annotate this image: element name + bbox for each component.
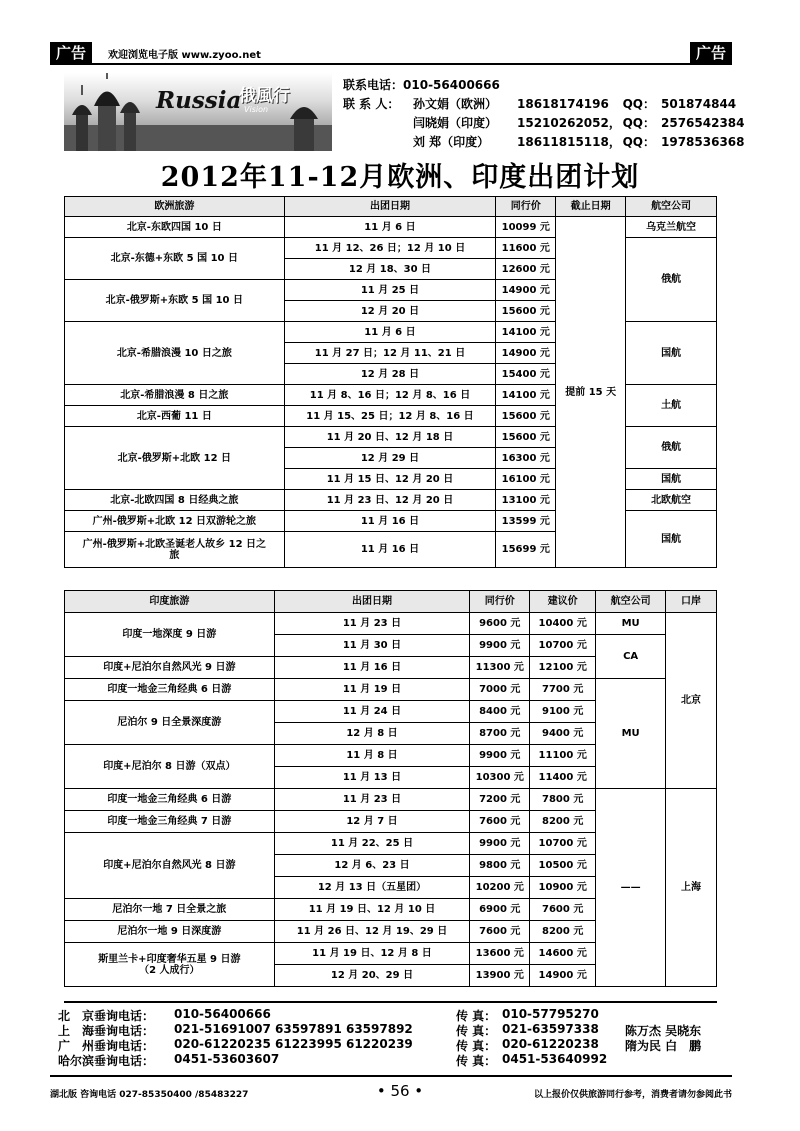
table-header-row bbox=[65, 197, 717, 217]
airline-cell: 乌克兰航空 bbox=[626, 217, 717, 238]
page-number: • 56 • bbox=[376, 1082, 424, 1100]
russia-vision-logo bbox=[64, 73, 332, 151]
suggest-price-cell: 10700 元 bbox=[530, 833, 596, 855]
europe-table bbox=[64, 196, 717, 568]
route-cell: 北京-希腊浪漫 10 日之旅 bbox=[65, 322, 285, 385]
col-header: 航空公司 bbox=[596, 591, 666, 613]
fax-label: 传 真： bbox=[456, 1054, 497, 1068]
suggest-price-cell: 10900 元 bbox=[530, 877, 596, 899]
table-row bbox=[65, 679, 717, 701]
price-cell: 6900 元 bbox=[470, 899, 530, 921]
price-cell: 13100 元 bbox=[496, 490, 556, 511]
route-cell: 北京-俄罗斯+北欧 12 日 bbox=[65, 427, 285, 490]
date-cell: 11 月 27 日；12 月 11、21 日 bbox=[284, 343, 496, 364]
table-row bbox=[65, 613, 717, 635]
date-cell: 11 月 16 日 bbox=[284, 532, 496, 568]
price-cell: 15400 元 bbox=[496, 364, 556, 385]
fax-label: 传 真： bbox=[456, 1024, 497, 1038]
date-cell: 12 月 29 日 bbox=[284, 448, 496, 469]
qq-label: QQ： bbox=[622, 135, 655, 149]
fax-label: 传 真： bbox=[456, 1039, 497, 1053]
logo-sub: Vision bbox=[244, 105, 269, 114]
office-phones[interactable]: 0451-53603607 bbox=[174, 1052, 280, 1066]
price-cell: 16100 元 bbox=[496, 469, 556, 490]
footer-right: 以上报价仅供旅游同行参考，消费者请勿参阅此书 bbox=[533, 1090, 732, 1100]
price-cell: 13599 元 bbox=[496, 511, 556, 532]
date-cell: 11 月 6 日 bbox=[284, 217, 496, 238]
contact-name: 孙文娟（欧洲） bbox=[413, 97, 498, 111]
office-phones[interactable]: 010-56400666 bbox=[174, 1007, 271, 1021]
price-cell: 9800 元 bbox=[470, 855, 530, 877]
date-cell: 12 月 18、30 日 bbox=[284, 259, 496, 280]
suggest-price-cell: 8200 元 bbox=[530, 921, 596, 943]
price-cell: 10099 元 bbox=[496, 217, 556, 238]
col-header: 印度旅游 bbox=[65, 591, 275, 613]
col-header: 同行价 bbox=[496, 197, 556, 217]
suggest-price-cell: 14600 元 bbox=[530, 943, 596, 965]
person-label: 联 系 人： bbox=[343, 97, 400, 111]
airline-cell: 土航 bbox=[626, 385, 717, 427]
contact-mobile[interactable]: 15210262052， bbox=[517, 116, 621, 130]
office-phones[interactable]: 021-51691007 63597891 63597892 bbox=[174, 1022, 413, 1036]
price-cell: 7600 元 bbox=[470, 811, 530, 833]
route-cell: 尼泊尔 9 日全景深度游 bbox=[65, 701, 275, 745]
price-cell: 15600 元 bbox=[496, 427, 556, 448]
contact-qq[interactable]: 2576542384 bbox=[661, 116, 745, 130]
office-contacts-names: 隋为民 白 鹏 bbox=[625, 1039, 702, 1053]
col-header: 航空公司 bbox=[626, 197, 717, 217]
office-phones[interactable]: 020-61220235 61223995 61220239 bbox=[174, 1037, 413, 1051]
route-cell: 北京-东德+东欧 5 国 10 日 bbox=[65, 238, 285, 280]
date-cell: 12 月 28 日 bbox=[284, 364, 496, 385]
fax-label: 传 真： bbox=[456, 1009, 497, 1023]
contact-block bbox=[343, 76, 745, 152]
office-fax[interactable]: 020-61220238 bbox=[502, 1037, 599, 1051]
site-text[interactable]: 欢迎浏览电子版 www.zyoo.net bbox=[108, 50, 261, 61]
date-cell: 11 月 20 日、12 月 18 日 bbox=[284, 427, 496, 448]
date-cell: 12 月 13 日（五星团） bbox=[274, 877, 470, 899]
price-cell: 15699 元 bbox=[496, 532, 556, 568]
col-header: 同行价 bbox=[470, 591, 530, 613]
col-header: 出团日期 bbox=[274, 591, 470, 613]
airline-cell: 俄航 bbox=[626, 427, 717, 469]
date-cell: 11 月 30 日 bbox=[274, 635, 470, 657]
route-cell: 斯里兰卡+印度奢华五星 9 日游（2 人成行） bbox=[65, 943, 275, 987]
airline-cell: 北欧航空 bbox=[626, 490, 717, 511]
office-city: 上 海垂询电话： bbox=[58, 1024, 155, 1038]
office-city: 哈尔滨垂询电话： bbox=[58, 1054, 155, 1068]
date-cell: 12 月 20、29 日 bbox=[274, 965, 470, 987]
table-row bbox=[65, 789, 717, 811]
price-cell: 16300 元 bbox=[496, 448, 556, 469]
phone-label: 联系电话： bbox=[343, 78, 404, 92]
route-cell: 北京-俄罗斯+东欧 5 国 10 日 bbox=[65, 280, 285, 322]
suggest-price-cell: 7800 元 bbox=[530, 789, 596, 811]
date-cell: 11 月 23 日 bbox=[274, 789, 470, 811]
suggest-price-cell: 10500 元 bbox=[530, 855, 596, 877]
price-cell: 10300 元 bbox=[470, 767, 530, 789]
date-cell: 12 月 8 日 bbox=[274, 723, 470, 745]
suggest-price-cell: 11400 元 bbox=[530, 767, 596, 789]
footer-left: 湖北版 咨询电话 027-85350400 /85483227 bbox=[50, 1090, 249, 1100]
price-cell: 14900 元 bbox=[496, 280, 556, 301]
route-cell: 印度+尼泊尔自然风光 9 日游 bbox=[65, 657, 275, 679]
date-cell: 11 月 22、25 日 bbox=[274, 833, 470, 855]
price-cell: 13900 元 bbox=[470, 965, 530, 987]
ad-tag-left: 广告 bbox=[50, 42, 92, 64]
office-fax[interactable]: 0451-53640992 bbox=[502, 1052, 608, 1066]
contact-mobile[interactable]: 18618174196 bbox=[517, 97, 609, 111]
route-cell: 广州-俄罗斯+北欧 12 日双游轮之旅 bbox=[65, 511, 285, 532]
date-cell: 11 月 19 日 bbox=[274, 679, 470, 701]
price-cell: 11600 元 bbox=[496, 238, 556, 259]
price-cell: 14900 元 bbox=[496, 343, 556, 364]
airline-cell: CA bbox=[596, 635, 666, 679]
col-header: 建议价 bbox=[530, 591, 596, 613]
date-cell: 11 月 26 日、12 月 19、29 日 bbox=[274, 921, 470, 943]
office-contacts bbox=[58, 1001, 717, 1068]
contact-name: 闫晓娟（印度） bbox=[413, 116, 498, 130]
date-cell: 11 月 23 日、12 月 20 日 bbox=[284, 490, 496, 511]
suggest-price-cell: 14900 元 bbox=[530, 965, 596, 987]
suggest-price-cell: 7700 元 bbox=[530, 679, 596, 701]
suggest-price-cell: 9100 元 bbox=[530, 701, 596, 723]
date-cell: 11 月 8、16 日；12 月 8、16 日 bbox=[284, 385, 496, 406]
price-cell: 8700 元 bbox=[470, 723, 530, 745]
office-fax[interactable]: 021-63597338 bbox=[502, 1022, 599, 1036]
route-cell: 北京-东欧四国 10 日 bbox=[65, 217, 285, 238]
price-cell: 14100 元 bbox=[496, 322, 556, 343]
date-cell: 12 月 6、23 日 bbox=[274, 855, 470, 877]
suggest-price-cell: 8200 元 bbox=[530, 811, 596, 833]
price-cell: 14100 元 bbox=[496, 385, 556, 406]
office-city: 广 州垂询电话： bbox=[58, 1039, 155, 1053]
contact-qq[interactable]: 1978536368 bbox=[661, 135, 745, 149]
qq-label: QQ： bbox=[622, 97, 655, 111]
route-cell: 印度一地金三角经典 7 日游 bbox=[65, 811, 275, 833]
route-cell: 北京-希腊浪漫 8 日之旅 bbox=[65, 385, 285, 406]
route-cell: 印度一地深度 9 日游 bbox=[65, 613, 275, 657]
port-cell: 上海 bbox=[666, 789, 717, 987]
airline-cell: MU bbox=[596, 679, 666, 789]
price-cell: 9600 元 bbox=[470, 613, 530, 635]
date-cell: 11 月 19 日、12 月 10 日 bbox=[274, 899, 470, 921]
date-cell: 11 月 15、25 日；12 月 8、16 日 bbox=[284, 406, 496, 427]
price-cell: 7600 元 bbox=[470, 921, 530, 943]
price-cell: 8400 元 bbox=[470, 701, 530, 723]
phone[interactable]: 010-56400666 bbox=[403, 78, 500, 92]
date-cell: 11 月 23 日 bbox=[274, 613, 470, 635]
date-cell: 12 月 20 日 bbox=[284, 301, 496, 322]
contact-mobile[interactable]: 18611815118， bbox=[517, 135, 621, 149]
col-header: 口岸 bbox=[666, 591, 717, 613]
price-cell: 10200 元 bbox=[470, 877, 530, 899]
airline-cell: MU bbox=[596, 613, 666, 635]
date-cell: 11 月 13 日 bbox=[274, 767, 470, 789]
qq-label: QQ： bbox=[622, 116, 655, 130]
route-cell: 尼泊尔一地 7 日全景之旅 bbox=[65, 899, 275, 921]
date-cell: 11 月 19 日、12 月 8 日 bbox=[274, 943, 470, 965]
price-cell: 7000 元 bbox=[470, 679, 530, 701]
col-header: 出团日期 bbox=[284, 197, 496, 217]
airline-cell: 国航 bbox=[626, 322, 717, 385]
route-cell: 印度+尼泊尔 8 日游（双点） bbox=[65, 745, 275, 789]
office-fax[interactable]: 010-57795270 bbox=[502, 1007, 599, 1021]
date-cell: 11 月 16 日 bbox=[274, 657, 470, 679]
office-city: 北 京垂询电话： bbox=[58, 1009, 155, 1023]
airline-cell: —— bbox=[596, 789, 666, 987]
date-cell: 11 月 16 日 bbox=[284, 511, 496, 532]
deadline-cell: 提前 15 天 bbox=[556, 217, 626, 568]
table-header-row bbox=[65, 591, 717, 613]
route-cell: 尼泊尔一地 9 日深度游 bbox=[65, 921, 275, 943]
date-cell: 11 月 6 日 bbox=[284, 322, 496, 343]
price-cell: 15600 元 bbox=[496, 301, 556, 322]
suggest-price-cell: 12100 元 bbox=[530, 657, 596, 679]
page-title: 2012年11-12月欧洲、印度出团计划 bbox=[160, 162, 640, 193]
route-cell: 北京-西葡 11 日 bbox=[65, 406, 285, 427]
suggest-price-cell: 10700 元 bbox=[530, 635, 596, 657]
price-cell: 13600 元 bbox=[470, 943, 530, 965]
col-header: 欧洲旅游 bbox=[65, 197, 285, 217]
route-cell: 广州-俄罗斯+北欧圣诞老人故乡 12 日之旅 bbox=[65, 532, 285, 568]
col-header: 截止日期 bbox=[556, 197, 626, 217]
price-cell: 9900 元 bbox=[470, 745, 530, 767]
route-cell: 印度+尼泊尔自然风光 8 日游 bbox=[65, 833, 275, 899]
top-bar bbox=[50, 42, 732, 64]
office-contacts-names: 陈万杰 吴晓东 bbox=[625, 1024, 702, 1038]
price-cell: 12600 元 bbox=[496, 259, 556, 280]
port-cell: 北京 bbox=[666, 613, 717, 789]
suggest-price-cell: 11100 元 bbox=[530, 745, 596, 767]
price-cell: 7200 元 bbox=[470, 789, 530, 811]
date-cell: 11 月 24 日 bbox=[274, 701, 470, 723]
price-cell: 9900 元 bbox=[470, 635, 530, 657]
price-cell: 9900 元 bbox=[470, 833, 530, 855]
route-cell: 北京-北欧四国 8 日经典之旅 bbox=[65, 490, 285, 511]
logo-cn: 俄風行 bbox=[239, 86, 290, 106]
suggest-price-cell: 9400 元 bbox=[530, 723, 596, 745]
suggest-price-cell: 7600 元 bbox=[530, 899, 596, 921]
contact-qq[interactable]: 501874844 bbox=[661, 97, 737, 111]
table-row bbox=[65, 217, 717, 238]
date-cell: 11 月 15 日、12 月 20 日 bbox=[284, 469, 496, 490]
top-rule bbox=[50, 63, 732, 65]
route-cell: 印度一地金三角经典 6 日游 bbox=[65, 789, 275, 811]
suggest-price-cell: 10400 元 bbox=[530, 613, 596, 635]
ad-tag-right: 广告 bbox=[690, 42, 732, 64]
contact-name: 刘 郑（印度） bbox=[413, 135, 490, 149]
airline-cell: 国航 bbox=[626, 469, 717, 490]
india-table bbox=[64, 590, 717, 987]
price-cell: 11300 元 bbox=[470, 657, 530, 679]
date-cell: 12 月 7 日 bbox=[274, 811, 470, 833]
logo-word: Russia bbox=[156, 87, 242, 114]
date-cell: 11 月 12、26 日；12 月 10 日 bbox=[284, 238, 496, 259]
price-cell: 15600 元 bbox=[496, 406, 556, 427]
airline-cell: 国航 bbox=[626, 511, 717, 568]
airline-cell: 俄航 bbox=[626, 238, 717, 322]
date-cell: 11 月 25 日 bbox=[284, 280, 496, 301]
date-cell: 11 月 8 日 bbox=[274, 745, 470, 767]
route-cell: 印度一地金三角经典 6 日游 bbox=[65, 679, 275, 701]
